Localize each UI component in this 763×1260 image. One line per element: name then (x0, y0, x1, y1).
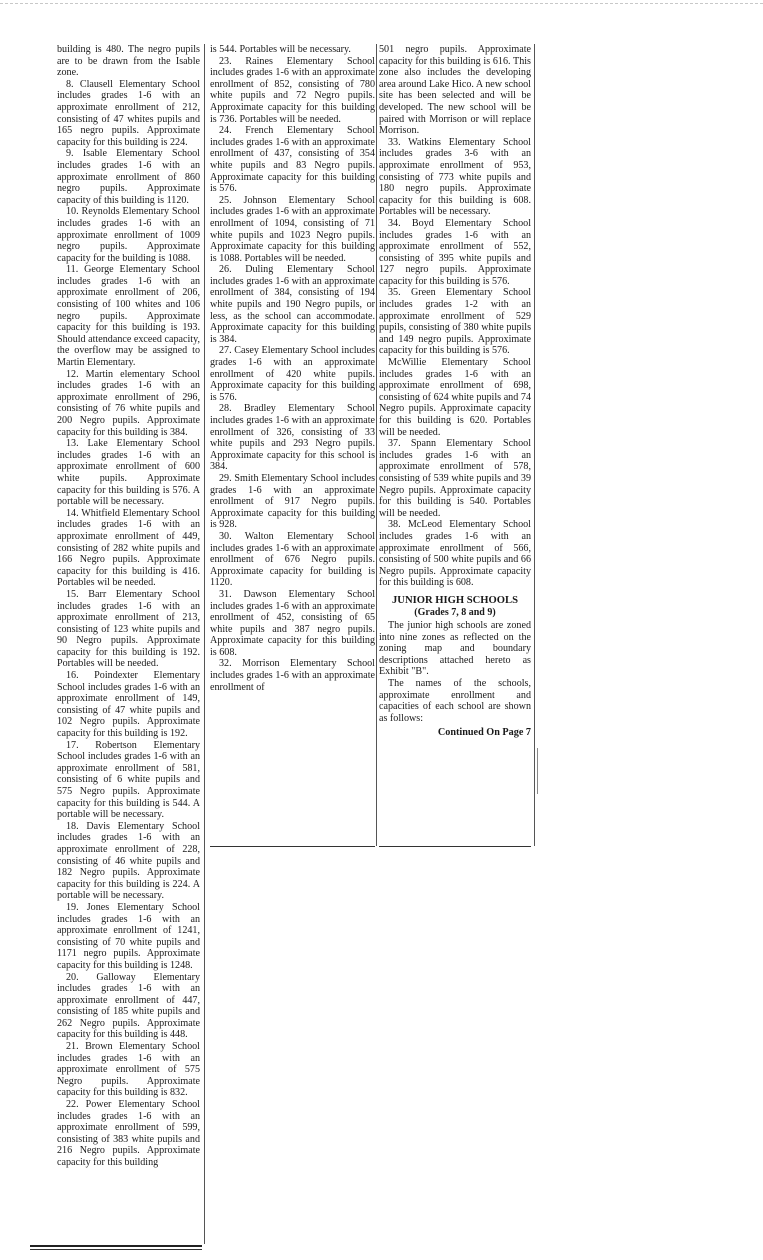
article-paragraph: 20. Galloway Elementary includes grades 1-6 with an approximate enrollment of 447, consisting of 185 white pupils and 262 Negro pupils. Approximate capacity for this building is 448. (57, 971, 200, 1041)
article-paragraph: The names of the schools, approximate enrollment and capacities of each school are shown as follows: (379, 678, 531, 724)
article-paragraph: 28. Bradley Elementary School includes grades 1-6 with an approximate enrollment of 326, consisting of 33 white pupils and 293 Negro pupils. Approximate capacity for this school is 384. (210, 403, 375, 473)
article-paragraph: is 544. Portables will be necessary. (210, 44, 351, 55)
article-paragraph: 34. Boyd Elementary School includes grades 1-6 with an approximate enrollment of 552, consisting of 395 white pupils and 127 negro pupils. Approximate capacity for this building is 576. (379, 217, 531, 287)
article-paragraph: 9. Isable Elementary School includes grades 1-6 with an approximate enrollment of 860 negro pupils. Approximate capacity of this building is 1120. (57, 148, 200, 206)
text-column-1 (57, 44, 200, 1169)
article-paragraph: 29. Smith Elementary School includes grades 1-6 with an approximate enrollment of 917 Negro pupils. Approximate capacity for this building is 928. (210, 472, 375, 531)
article-paragraph: building is 480. The negro pupils are to be drawn from the Isable zone. (57, 44, 200, 79)
column-3-end-rule (379, 846, 531, 847)
article-paragraph: 17. Robertson Elementary School includes grades 1-6 with an approximate enrollment of 581, consisting of 6 white pupils and 575 Negro pupils. Approximate capacity for this building is 544. A portable will be necessary. (57, 739, 200, 821)
article-paragraph: 10. Reynolds Elementary School includes grades 1-6 with an approximate enrollment of 1009 negro pupils. Approximate capacity for the building is 1088. (57, 206, 200, 264)
article-paragraph: The junior high schools are zoned into nine zones as reflected on the zoning map and boundary descriptions attached hereto as Exhibit "B". (379, 620, 531, 678)
article-paragraph: 15. Barr Elementary School includes grades 1-6 with an approximate enrollment of 213, consisting of 123 white pupils and 90 Negro pupils. Approximate capacity for this building is 192. Portables will be needed. (57, 588, 200, 670)
margin-mark (537, 748, 538, 794)
column-2-end-rule (210, 846, 375, 847)
article-paragraph: 26. Duling Elementary School includes grades 1-6 with an approximate enrollment of 384, consisting of 194 white pupils and 190 Negro pupils, or less, as the school can accommodate. Approximate capacity for this building is 384. (210, 264, 375, 345)
article-paragraph: 32. Morrison Elementary School includes grades 1-6 with an approximate enrollment of (210, 658, 375, 693)
page-top-dashed-border (0, 3, 763, 4)
column-1-end-rule-thin (30, 1249, 202, 1250)
column-1-end-rule (30, 1245, 202, 1247)
column-divider-2 (376, 44, 377, 846)
article-paragraph: 22. Power Elementary School includes grades 1-6 with an approximate enrollment of 599, consisting of 383 white pupils and 216 Negro pupils. Approximate capacity for this building (57, 1099, 200, 1168)
article-paragraph: 501 negro pupils. Approximate capacity for this building is 616. This zone also includes the developing area around Lake Hico. A new school site has been selected and will be developed. The new school will be paired with Morrison or will replace Morrison. (379, 44, 531, 137)
article-paragraph: 25. Johnson Elementary School includes grades 1-6 with an approximate enrollment of 1094, consisting of 71 white pupils and 1023 Negro pupils. Approximate capacity for this building is 1088. Portables will be needed. (210, 194, 375, 264)
text-column-2 (210, 44, 375, 693)
section-subheading: (Grades 7, 8 and 9) (414, 606, 496, 618)
article-paragraph: 21. Brown Elementary School includes grades 1-6 with an approximate enrollment of 575 Negro pupils. Approximate capacity for this building is 832. (57, 1041, 200, 1099)
article-paragraph: 13. Lake Elementary School includes grades 1-6 with an approximate enrollment of 600 white pupils. Approximate capacity for this building is 576. A portable will be necessary. (57, 438, 200, 508)
continued-notice: Continued On Page 7 (437, 727, 531, 739)
article-paragraph: 14. Whitfield Elementary School includes grades 1-6 with an approximate enrollment of 449, consisting of 282 white pupils and 166 Negro pupils. Approximate capacity for this building is 416. Portables wil be needed. (57, 507, 200, 589)
article-paragraph: 24. French Elementary School includes grades 1-6 with an approximate enrollment of 437, consisting of 354 white pupils and 83 Negro pupils. Approximate capacity for this building is 576. (210, 125, 375, 195)
text-column-3 (379, 44, 531, 739)
column-divider-1 (204, 44, 205, 1244)
article-paragraph: 16. Poindexter Elementary School includes grades 1-6 with an approximate enrollment of 149, consisting of 47 white pupils and 102 Negro pupils. Approximate capacity for this building is 192. (57, 670, 200, 740)
article-paragraph: 37. Spann Elementary School includes grades 1-6 with an approximate enrollment of 578, consisting of 539 white pupils and 39 Negro pupils. Approximate capacity for this building is 540. Portables will be needed. (379, 438, 531, 519)
article-paragraph: 12. Martin elementary School includes grades 1-6 with an approximate enrollment of 296, consisting of 76 white pupils and 200 Negro pupils. Approximate capacity for this building is 384. (57, 368, 200, 438)
article-paragraph: 8. Clausell Elementary School includes grades 1-6 with an approximate enrollment of 212, consisting of 47 whites pupils and 165 negro pupils. Approximate capacity for this building is 224. (57, 78, 200, 148)
article-paragraph: 19. Jones Elementary School includes grades 1-6 with an approximate enrollment of 1241, consisting of 70 white pupils and 1171 negro pupils. Approximate capacity for this building is 1248. (57, 901, 200, 971)
article-paragraph: 38. McLeod Elementary School includes grades 1-6 with an approximate enrollment of 566, consisting of 500 white pupils and 66 Negro pupils. Approximate capacity for this building is 608. (379, 519, 531, 589)
article-paragraph: McWillie Elementary School includes grades 1-6 with an approximate enrollment of 698, consisting of 624 white pupils and 74 Negro pupils. Approximate capacity for this building is 620. Portables will be needed. (379, 357, 531, 438)
section-heading: JUNIOR HIGH SCHOOLS (392, 594, 518, 606)
article-paragraph: 33. Watkins Elementary School includes grades 3-6 with an approximate enrollment of 953, consisting of 773 white pupils and 180 negro pupils. Approximate capacity for this building is 608. Portables will be necessary. (379, 136, 531, 218)
article-paragraph: 27. Casey Elementary School includes grades 1-6 with an approximate enrollment of 420 white pupils. Approximate capacity for this building is 576. (210, 345, 375, 403)
article-paragraph: 30. Walton Elementary School includes grades 1-6 with an approximate enrollment of 676 Negro pupils. Approximate capacity for building is 1120. (210, 530, 375, 589)
article-paragraph: 35. Green Elementary School includes grades 1-2 with an approximate enrollment of 529 pupils, consisting of 380 white pupils and 149 negro pupils. Approximate capacity for this building is 576. (379, 287, 531, 357)
article-paragraph: 23. Raines Elementary School includes grades 1-6 with an approximate enrollment of 852, consisting of 780 white pupils and 72 Negro pupils. Approximate capacity for this building is 736. Portables will be needed. (210, 55, 375, 125)
article-paragraph: 11. George Elementary School includes grades 1-6 with an approximate enrollment of 206, consisting of 100 whites and 106 negro pupils. Approximate capacity for this building is 193. Should attendance exceed capacity, the overflow may be assigned to Martin Elementary. (57, 264, 200, 369)
article-paragraph: 31. Dawson Elementary School includes grades 1-6 with an approximate enrollment of 452, consisting of 65 white pupils and 387 negro pupils. Approximate capacity for this building is 608. (210, 588, 375, 658)
column-divider-3 (534, 44, 535, 846)
article-paragraph: 18. Davis Elementary School includes grades 1-6 with an approximate enrollment of 228, consisting of 46 white pupils and 182 Negro pupils. Approximate capacity for this building is 224. A portable will be necessary. (57, 820, 200, 902)
